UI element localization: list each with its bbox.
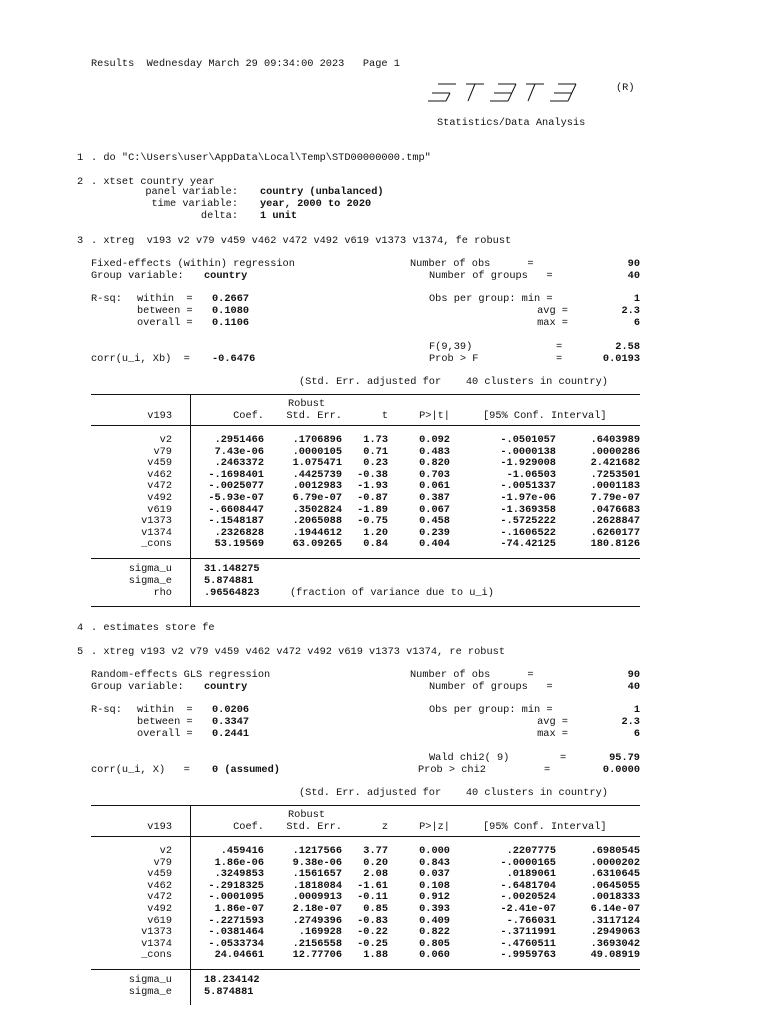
cell-std-err: 2.18e-07 [292,903,342,915]
cell-coef: .3249853 [214,868,264,881]
delta-value: 1 unit [260,210,298,222]
fe-stat: 2.58 [615,341,640,353]
re-robust-label: Robust [288,809,326,821]
cell-coef: -.2918325 [208,879,264,892]
cell-p-value: 0.805 [419,937,450,950]
sigma-value: 18.234142 [204,974,260,986]
cell-std-err: .1944612 [292,526,342,539]
cell-coef: .2951466 [214,434,264,446]
cell-p-value: 0.409 [419,914,450,927]
re-nobs: 90 [627,669,640,681]
cell-std-err: .0012983 [292,480,342,493]
re-col-se: Std. Err. [286,821,342,833]
fe-rule-header [91,425,640,426]
re-col-coef: Coef. [233,821,264,833]
re-obsmax-label: max = [537,728,568,740]
cmd1-number: 1 [77,152,84,164]
cell-coef: -.0025077 [208,480,264,493]
fe-col-ci: [95% Conf. Interval] [483,410,607,422]
time-variable-value: year, 2000 to 2020 [260,198,372,210]
re-between-label: between = [137,716,193,728]
cmd4-text: . estimates store fe [91,622,215,634]
fe-rule-top [91,394,640,395]
sigma-label: sigma_u [128,974,172,986]
cell-ci-high: .0001183 [590,480,640,493]
cell-p-value: 0.061 [419,480,450,493]
re-group-label: Group variable: [91,681,184,693]
cell-stat: 0.85 [363,903,388,915]
cell-p-value: 0.108 [419,879,450,892]
sigma-label: rho [153,587,172,599]
cell-ci-high: 49.08919 [590,949,640,962]
cell-var-name: v1373 [141,515,172,528]
fe-stat-label: F(9,39) [429,341,473,353]
cell-stat: -0.25 [357,937,388,950]
cell-stat: 1.88 [363,949,388,962]
cell-stat: -0.87 [357,492,388,504]
cell-ci-high: .0000286 [590,445,640,458]
sigma-label: sigma_u [128,563,172,575]
cell-ci-high: 6.14e-07 [590,903,640,915]
fe-obsmax-label: max = [537,317,568,329]
cell-ci-low: -1.369358 [500,503,556,516]
cell-std-err: .4425739 [292,468,342,481]
cell-std-err: .169928 [298,926,342,939]
fe-ngroups: 40 [627,270,640,282]
cell-var-name: _cons [141,538,172,551]
cell-std-err: .2156558 [292,937,342,950]
cell-var-name: v619 [147,503,172,516]
cell-ci-low: -.0000138 [500,445,556,458]
fe-rule-bottom [91,606,640,607]
fe-nobs: 90 [627,258,640,270]
cell-ci-low: -.766031 [506,914,556,927]
cell-stat: 1.20 [363,526,388,539]
cell-ci-high: 180.8126 [590,538,640,551]
cell-std-err: 9.38e-06 [292,856,342,869]
cell-coef: -.1698401 [208,468,264,481]
cell-stat: -0.83 [357,914,388,927]
cell-stat: 0.23 [363,457,388,470]
cell-p-value: 0.820 [419,457,450,470]
cell-coef: 24.04661 [214,949,264,962]
cell-std-err: .2065088 [292,515,342,528]
re-title: Random-effects GLS regression [91,669,271,681]
fe-prob: 0.0193 [602,353,640,365]
stata-logo [428,82,608,118]
re-ngroups: 40 [627,681,640,693]
delta-label: delta: [200,210,238,222]
re-rsq-label: R-sq: [91,704,122,716]
fe-obsavg: 2.3 [621,305,640,317]
cell-ci-high: 7.79e-07 [590,492,640,504]
results-header: Results Wednesday March 29 09:34:00 2023 Page 1 [91,58,400,70]
cell-ci-high: .0476683 [590,503,640,516]
re-col-ci: [95% Conf. Interval] [483,821,607,833]
cell-std-err: 1.075471 [292,457,342,470]
re-se-note: (Std. Err. adjusted for 40 clusters in country) [299,787,608,799]
cell-p-value: 0.912 [419,891,450,904]
fe-col-coef: Coef. [233,410,264,422]
re-ngroups-label: Number of groups = [429,681,553,693]
re-prob-label: Prob > chi2 [418,764,486,776]
cell-var-name: v459 [147,868,172,881]
cell-ci-low: -.0501057 [500,434,556,446]
cmd2-number: 2 [77,176,84,188]
cell-stat: -0.75 [357,515,388,528]
cell-ci-low: -.1606522 [500,526,556,539]
cell-std-err: .0000105 [292,445,342,458]
cell-ci-low: -.0051337 [500,480,556,493]
cell-p-value: 0.822 [419,926,450,939]
cell-std-err: .0009913 [292,891,342,904]
cmd5-number: 5 [77,646,84,658]
fe-corr-label: corr(u_i, Xb) = [91,353,190,365]
cell-var-name: v1374 [141,937,172,950]
re-group-value: country [204,681,248,693]
re-within-label: within = [137,704,193,716]
cell-std-err: .1818084 [292,879,342,892]
fe-nobs-label: Number of obs = [410,258,534,270]
cell-ci-high: .0000202 [590,856,640,869]
cell-coef: -.1548187 [208,515,264,528]
fe-between: 0.1080 [212,305,250,317]
cell-std-err: .1706896 [292,434,342,446]
cell-ci-high: .6980545 [590,845,640,857]
cell-var-name: v492 [147,903,172,915]
fe-overall: 0.1106 [212,317,250,329]
fe-prob-label: Prob > F [429,353,479,365]
cell-coef: -.0533734 [208,937,264,950]
cell-p-value: 0.092 [419,434,450,446]
re-col-p: P>|z| [419,821,450,833]
fe-col-t: t [381,410,388,422]
fe-obsavg-label: avg = [537,305,568,317]
re-rule-vertical [190,805,191,1005]
cell-coef: 7.43e-06 [214,445,264,458]
re-overall: 0.2441 [212,728,250,740]
sigma-value: .96564823 [204,587,260,599]
sigma-label: sigma_e [128,575,172,587]
cell-ci-low: .2207775 [506,845,556,857]
cell-var-name: v472 [147,891,172,904]
cell-p-value: 0.483 [419,445,450,458]
sigma-value: 5.874881 [204,986,254,998]
cell-coef: -.0001095 [208,891,264,904]
cell-std-err: 12.77706 [292,949,342,962]
cell-ci-low: -.0020524 [500,891,556,904]
fe-prob-eq: = [556,353,563,365]
cell-p-value: 0.239 [419,526,450,539]
fe-robust-label: Robust [288,398,326,410]
cell-ci-low: -74.42125 [500,538,556,551]
cell-ci-high: .0645055 [590,879,640,892]
cell-stat: 1.73 [363,434,388,446]
fe-col-p: P>|t| [419,410,450,422]
stata-logo-icon [428,82,608,114]
re-col-z: z [381,821,388,833]
cell-ci-low: -1.929008 [500,457,556,470]
cell-p-value: 0.703 [419,468,450,481]
sigma-note: (fraction of variance due to u_i) [290,587,494,599]
cell-coef: -.6608447 [208,503,264,516]
cell-ci-high: .3693042 [590,937,640,950]
fe-col-se: Std. Err. [286,410,342,422]
cell-var-name: _cons [141,949,172,962]
cell-ci-high: .6260177 [590,526,640,539]
cell-std-err: .3502824 [292,503,342,516]
cell-stat: 2.08 [363,868,388,881]
fe-between-label: between = [137,305,193,317]
cell-p-value: 0.000 [419,845,450,857]
cell-std-err: .1217566 [292,845,342,857]
cell-var-name: v2 [159,434,172,446]
re-obsmin: 1 [633,704,640,716]
cell-std-err: 6.79e-07 [292,492,342,504]
re-prob: 0.0000 [602,764,640,776]
re-obsavg: 2.3 [621,716,640,728]
fe-ngroups-label: Number of groups = [429,270,553,282]
fe-overall-label: overall = [137,317,193,329]
cell-stat: -1.61 [357,879,388,892]
fe-se-note: (Std. Err. adjusted for 40 clusters in country) [299,376,608,388]
sigma-value: 31.148275 [204,563,260,575]
cell-std-err: .2749396 [292,914,342,927]
cell-ci-high: .7253501 [590,468,640,481]
cell-var-name: v462 [147,879,172,892]
registered-mark: (R) [616,82,635,94]
cell-p-value: 0.067 [419,503,450,516]
re-nobs-label: Number of obs = [410,669,534,681]
cell-p-value: 0.037 [419,868,450,881]
cell-std-err: 63.09265 [292,538,342,551]
cell-p-value: 0.458 [419,515,450,528]
fe-within-label: within = [137,293,193,305]
cell-stat: -1.89 [357,503,388,516]
cell-stat: -1.93 [357,480,388,493]
cell-var-name: v2 [159,845,172,857]
cell-coef: 53.19569 [214,538,264,551]
re-between: 0.3347 [212,716,250,728]
cell-ci-low: -.3711991 [500,926,556,939]
cell-coef: .2326828 [214,526,264,539]
re-obsmax: 6 [633,728,640,740]
cell-stat: 0.71 [363,445,388,458]
cell-ci-low: -.4760511 [500,937,556,950]
cell-var-name: v1374 [141,526,172,539]
re-prob-eq: = [544,764,551,776]
cmd4-number: 4 [77,622,84,634]
cell-stat: 0.20 [363,856,388,869]
panel-variable-value: country (unbalanced) [260,186,384,198]
cell-coef: .459416 [220,845,264,857]
cell-ci-low: -.9959763 [500,949,556,962]
fe-title: Fixed-effects (within) regression [91,258,295,270]
re-overall-label: overall = [137,728,193,740]
panel-variable-label: panel variable: [145,186,238,198]
cell-ci-low: -.6481704 [500,879,556,892]
re-rule-sigma [91,969,640,970]
cmd2-text: . xtset country year [91,176,215,188]
re-corr-label: corr(u_i, X) = [91,764,190,776]
fe-rsq-label: R-sq: [91,293,122,305]
cell-ci-low: .0189061 [506,868,556,881]
cell-p-value: 0.393 [419,903,450,915]
cell-coef: 1.86e-07 [214,903,264,915]
cell-var-name: v492 [147,492,172,504]
cell-coef: -.2271593 [208,914,264,927]
cell-var-name: v462 [147,468,172,481]
cell-coef: 1.86e-06 [214,856,264,869]
re-rule-header [91,836,640,837]
fe-stat-eq: = [556,341,563,353]
cell-coef: -.0381464 [208,926,264,939]
cell-ci-high: .6403989 [590,434,640,446]
sigma-label: sigma_e [128,986,172,998]
cmd3-number: 3 [77,235,84,247]
cell-stat: -0.38 [357,468,388,481]
cell-ci-high: .3117124 [590,914,640,927]
cell-ci-high: 2.421682 [590,457,640,470]
cell-p-value: 0.060 [419,949,450,962]
fe-obsmax: 6 [633,317,640,329]
cell-p-value: 0.404 [419,538,450,551]
cell-ci-high: .0018333 [590,891,640,904]
fe-obsmin: 1 [633,293,640,305]
re-stat-eq: = [560,752,567,764]
cmd1-text: . do "C:\Users\user\AppData\Local\Temp\STD00000000.tmp" [91,152,431,164]
cell-ci-high: .6310645 [590,868,640,881]
cell-stat: 0.84 [363,538,388,551]
cell-ci-low: -1.06503 [506,468,556,481]
cmd5-text: . xtreg v193 v2 v79 v459 v462 v472 v492 v619 v1373 v1374, re robust [91,646,506,658]
re-stat-label: Wald chi2( 9) [429,752,510,764]
fe-obsmin-label: Obs per group: min = [429,293,553,305]
cell-var-name: v472 [147,480,172,493]
cell-var-name: v79 [153,445,172,458]
fe-corr: -0.6476 [212,353,256,365]
logo-subtitle: Statistics/Data Analysis [437,117,586,129]
cell-std-err: .1561657 [292,868,342,881]
cell-p-value: 0.843 [419,856,450,869]
re-col-depvar: v193 [147,821,172,833]
cell-ci-low: -2.41e-07 [500,903,556,915]
cell-stat: -0.22 [357,926,388,939]
cmd3-text: . xtreg v193 v2 v79 v459 v462 v472 v492 v619 v1373 v1374, fe robust [91,235,512,247]
re-stat: 95.79 [609,752,640,764]
cell-ci-low: -.0000165 [500,856,556,869]
fe-group-label: Group variable: [91,270,184,282]
cell-var-name: v1373 [141,926,172,939]
cell-var-name: v79 [153,856,172,869]
fe-rule-sigma [91,558,640,559]
cell-coef: -5.93e-07 [208,492,264,504]
cell-stat: 3.77 [363,845,388,857]
cell-ci-low: -1.97e-06 [500,492,556,504]
fe-within: 0.2667 [212,293,250,305]
fe-group-value: country [204,270,248,282]
cell-var-name: v459 [147,457,172,470]
cell-coef: .2463372 [214,457,264,470]
fe-col-depvar: v193 [147,410,172,422]
re-rule-top [91,805,640,806]
re-corr: 0 (assumed) [212,764,280,776]
time-variable-label: time variable: [151,198,238,210]
sigma-value: 5.874881 [204,575,254,587]
cell-ci-high: .2949063 [590,926,640,939]
re-obsavg-label: avg = [537,716,568,728]
re-obsmin-label: Obs per group: min = [429,704,553,716]
cell-stat: -0.11 [357,891,388,904]
cell-p-value: 0.387 [419,492,450,504]
re-within: 0.0206 [212,704,250,716]
cell-ci-low: -.5725222 [500,515,556,528]
cell-var-name: v619 [147,914,172,927]
cell-ci-high: .2628847 [590,515,640,528]
